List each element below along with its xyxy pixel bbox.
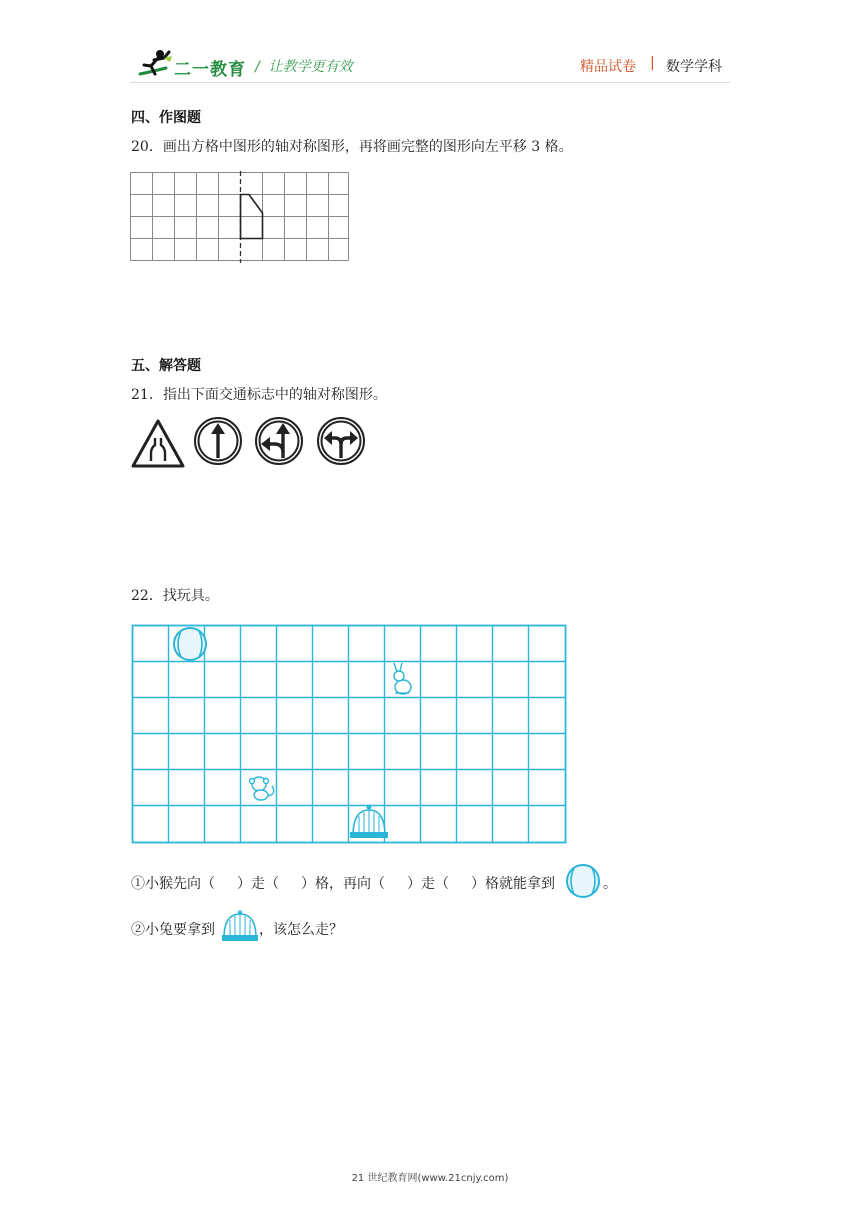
section-title-answers: 五、解答题: [131, 358, 201, 374]
sign-straight-or-left-icon: [254, 416, 304, 466]
sq2-part1: ②小兔要拿到: [131, 922, 215, 938]
sign-left-or-right-icon: [316, 416, 366, 466]
sq1-part6: 。: [603, 876, 617, 892]
section-title-drawing: 四、作图题: [131, 110, 201, 126]
footer: 21 世纪教育网(www.21cnjy.com): [351, 1173, 509, 1184]
sub-question-1: [131, 873, 555, 893]
hat-inline-icon: [220, 910, 260, 942]
sq1-part4: ）走（: [407, 876, 449, 892]
header-tag-subject: 数学学科: [666, 59, 722, 75]
ball-inline-icon: [564, 863, 602, 899]
question-22-text: 22．找玩具。: [131, 588, 219, 604]
symmetry-grid: [129, 171, 351, 265]
header: [0, 0, 860, 90]
sq1-part3: ）格，再向（: [301, 876, 385, 892]
question-20-text: 20．画出方格中图形的轴对称图形，再将画完整的图形向左平移 3 格。: [131, 139, 573, 155]
sq2-part2: ，该怎么走？: [259, 922, 343, 938]
rabbit-icon: [394, 663, 411, 694]
runner-logo-icon: [136, 48, 174, 78]
monkey-icon: [250, 777, 274, 800]
hat-icon: [350, 805, 388, 839]
logo-text: 二一教育: [174, 60, 246, 80]
sq1-part5: ）格就能拿到: [471, 876, 555, 892]
header-tag-premium: 精品试卷: [580, 59, 636, 75]
question-21-text: 21．指出下面交通标志中的轴对称图形。: [131, 387, 387, 403]
toy-grid: [131, 624, 568, 846]
sign-road-narrows-icon: [130, 418, 186, 470]
sq1-part2: ）走（: [237, 876, 279, 892]
header-rule: [130, 82, 730, 83]
sign-straight-ahead-icon: [193, 416, 243, 466]
slogan: / 让教学更有效: [255, 59, 353, 75]
slogan-text: 让教学更有效: [268, 59, 353, 75]
ball-icon: [174, 628, 206, 660]
header-separator: |: [650, 55, 655, 71]
sq1-part1: ①小猴先向（: [131, 876, 215, 892]
